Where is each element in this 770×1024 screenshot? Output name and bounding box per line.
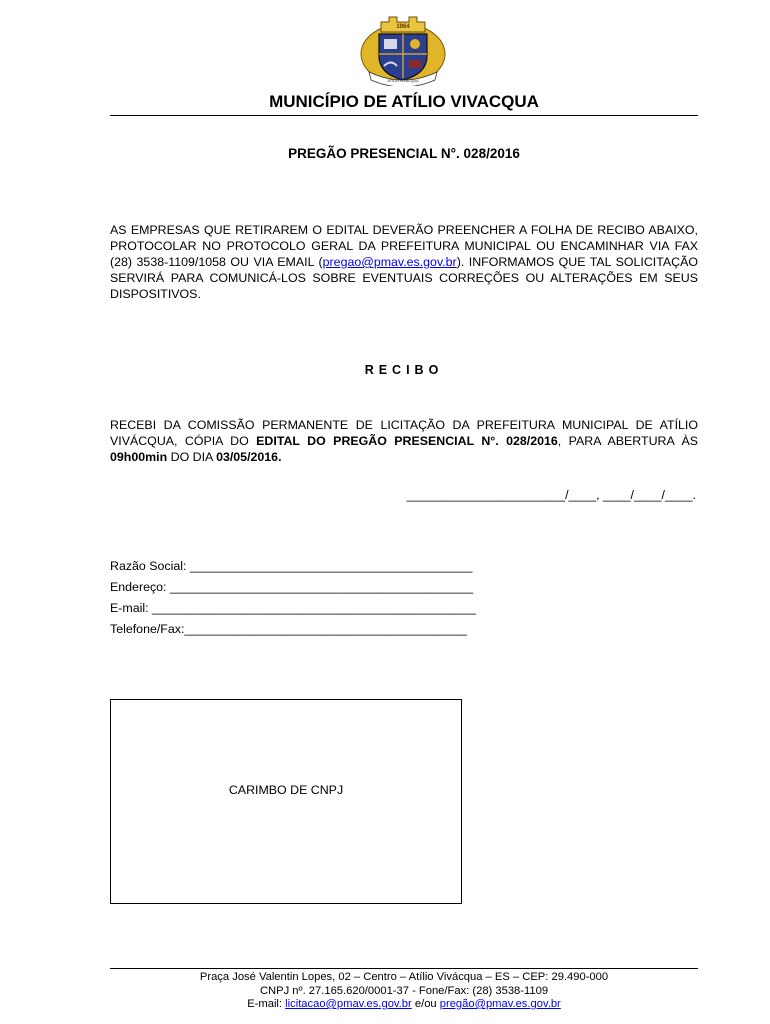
razao-social-field[interactable]: Razão Social: _________________________________________: [110, 559, 473, 573]
recibo-text-part: RECEBI DA COMISSÃO PERMANENTE DE LICITAÇÃO DA PREFEITURA MUNICIPAL DE ATÍLIO VIVÁCQUA, CÓPIA DO: [110, 418, 698, 448]
recibo-time-bold: 09h00min: [110, 450, 168, 464]
instructions-paragraph: [110, 222, 698, 302]
footer: [110, 971, 698, 1012]
document-subtitle: PREGÃO PRESENCIAL N°. 028/2016: [288, 146, 520, 161]
municipality-title: MUNICÍPIO DE ATÍLIO VIVACQUA: [110, 92, 698, 116]
telefone-fax-field[interactable]: Telefone/Fax:_________________________________________: [110, 622, 467, 636]
municipal-coat-of-arms-logo: [359, 14, 447, 86]
footer-cnpj-phone: CNPJ nº. 27.165.620/0001-37 - Fone/Fax: (28) 3538-1109: [259, 984, 549, 997]
footer-email-separator: e/ou: [411, 998, 440, 1010]
instructions-text-end: ). INFORMAMOS QUE TAL SOLICITAÇÃO SERVIRÁ PARA COMUNICÁ-LOS SOBRE EVENTUAIS CORREÇÕES OU ALTERAÇÕES EM SEUS DISPOSITIVOS.: [110, 255, 699, 301]
recibo-date-bold: 03/05/2016.: [216, 450, 282, 464]
footer-divider: [110, 968, 698, 969]
recibo-heading: RECIBO: [364, 363, 444, 377]
email-field[interactable]: E-mail: _______________________________________________: [110, 601, 476, 615]
licitacao-email-link[interactable]: licitacao@pmav.es.gov.br: [285, 998, 412, 1010]
pregao-email-link[interactable]: pregao@pmav.es.gov.br: [322, 255, 457, 269]
pregao-footer-email-link[interactable]: pregão@pmav.es.gov.br: [439, 998, 561, 1010]
svg-text:ÁTILIO VIVÁCQUA: ÁTILIO VIVÁCQUA: [387, 79, 419, 83]
footer-address: Praça José Valentin Lopes, 02 – Centro – Atílio Vivácqua – ES – CEP: 29.490-000: [199, 971, 609, 983]
place-date-line: _______________________/____, ____/____/____.: [406, 488, 696, 502]
cnpj-stamp-label: CARIMBO DE CNPJ: [228, 783, 344, 797]
recibo-edital-bold: EDITAL DO PREGÃO PRESENCIAL N°. 028/2016: [256, 434, 558, 448]
recibo-text-part: , PARA ABERTURA ÀS: [557, 434, 698, 448]
recibo-paragraph: [110, 417, 698, 465]
cnpj-stamp-box: [110, 699, 462, 904]
endereco-field[interactable]: Endereço: ____________________________________________: [110, 580, 474, 594]
footer-email-prefix: E-mail:: [247, 998, 286, 1010]
footer-emails: [110, 998, 698, 1012]
instructions-text-start: AS EMPRESAS QUE RETIRAREM O EDITAL DEVERÃO PREENCHER A FOLHA DE RECIBO ABAIXO, PROTOCOLAR NO PROTOCOLO GERAL DA PREFEITURA MUNICIPAL OU ENCAMINHAR VIA FAX (28) 3538-1109/1058 OU VIA EMAIL (: [110, 223, 698, 269]
recibo-text-part: DO DIA: [167, 450, 217, 464]
svg-text:1964: 1964: [396, 24, 410, 30]
